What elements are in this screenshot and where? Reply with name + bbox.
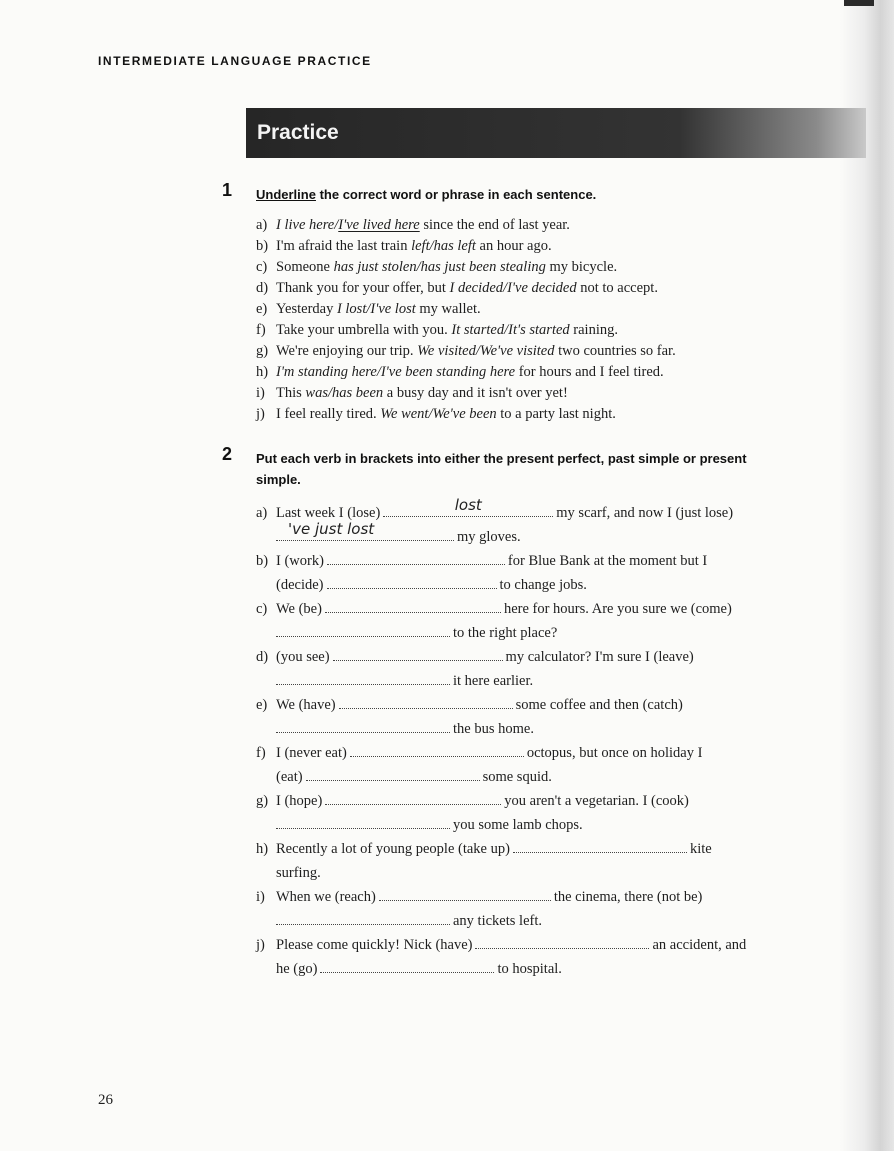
answer-blank[interactable]	[276, 911, 450, 925]
item-text: any tickets left.	[453, 913, 542, 929]
item-text: it here earlier.	[453, 673, 534, 689]
item-label: d)	[256, 280, 269, 296]
exercise-2-item-j-line-1	[276, 935, 746, 956]
section-title: Practice	[257, 121, 339, 144]
exercise-2-item-e-line-1	[276, 695, 683, 716]
page-edge-shadow	[840, 0, 894, 1151]
answer-blank[interactable]	[350, 743, 524, 757]
item-sentence	[276, 299, 481, 320]
item-label: e)	[256, 697, 268, 713]
item-text: to the right place?	[453, 625, 558, 641]
answer-blank[interactable]	[513, 839, 687, 853]
item-text: an accident, and	[652, 937, 747, 953]
item-label: c)	[256, 601, 268, 617]
instruction-line-2: simple.	[256, 472, 301, 487]
exercise-2-item-a-line-2	[276, 520, 521, 548]
choice-options[interactable]: has just stolen/has just been stealing	[333, 259, 546, 275]
item-sentence	[276, 320, 618, 341]
exercise-2-item-i-line-2	[276, 911, 542, 932]
item-text: my scarf, and now I (just lose)	[556, 505, 734, 521]
item-text: for Blue Bank at the moment but I	[507, 553, 708, 569]
item-text: I (hope)	[276, 793, 323, 809]
item-sentence	[276, 362, 664, 383]
answer-blank[interactable]	[475, 935, 649, 949]
answer-blank[interactable]	[325, 599, 501, 613]
exercise-2-item-j-line-2	[276, 959, 562, 980]
choice-options[interactable]: I lost/I've lost	[336, 301, 416, 317]
sentence-text: to a party last night.	[496, 406, 616, 422]
choice-options[interactable]: We visited/We've visited	[417, 343, 555, 359]
choice-options[interactable]: I'm standing here/I've been standing here	[276, 364, 516, 380]
sentence-text: I feel really tired.	[276, 406, 381, 422]
instruction-line-1: Put each verb in brackets into either the present perfect, past simple or present	[256, 451, 747, 466]
sentence-text: not to accept.	[576, 280, 658, 296]
sentence-text: for hours and I feel tired.	[515, 364, 664, 380]
sentence-text: since the end of last year.	[419, 217, 570, 233]
item-label: f)	[256, 745, 266, 761]
item-text: the bus home.	[453, 721, 534, 737]
item-sentence	[276, 236, 552, 257]
item-text: my calculator? I'm sure I (leave)	[505, 649, 694, 665]
running-head: INTERMEDIATE LANGUAGE PRACTICE	[98, 54, 372, 68]
sentence-text: two countries so far.	[554, 343, 676, 359]
item-label: i)	[256, 889, 265, 905]
exercise-2-item-i-line-1	[276, 887, 702, 908]
item-sentence	[276, 257, 617, 278]
sentence-text: Someone	[276, 259, 334, 275]
sentence-text: raining.	[569, 322, 618, 338]
item-label: b)	[256, 553, 269, 569]
sentence-text: my wallet.	[415, 301, 481, 317]
item-text: We (have)	[276, 697, 336, 713]
item-text: the cinema, there (not be)	[553, 889, 703, 905]
item-label: f)	[256, 322, 266, 338]
item-text: you aren't a vegetarian. I (cook)	[504, 793, 689, 809]
item-text: you some lamb chops.	[453, 817, 583, 833]
choice-options[interactable]: was/has been	[305, 385, 384, 401]
item-label: j)	[256, 406, 265, 422]
answer-blank[interactable]	[333, 647, 503, 661]
choice-options[interactable]: I decided/I've decided	[449, 280, 577, 296]
answer-blank[interactable]	[276, 719, 450, 733]
item-label: d)	[256, 649, 269, 665]
sentence-text: Yesterday	[276, 301, 337, 317]
answer-blank[interactable]	[320, 959, 494, 973]
exercise-2-item-d-line-1	[276, 647, 694, 668]
exercise-2-item-b-line-2	[276, 575, 587, 596]
answer-blank[interactable]	[327, 575, 497, 589]
exercise-2-item-f-line-2	[276, 767, 552, 788]
item-sentence	[276, 341, 676, 362]
item-text: to change jobs.	[499, 577, 587, 593]
choice-options[interactable]: It started/It's started	[451, 322, 570, 338]
item-text: he (go)	[276, 961, 318, 977]
item-label: b)	[256, 238, 269, 254]
answer-blank[interactable]	[383, 496, 553, 517]
item-text: (decide)	[276, 577, 324, 593]
exercise-2-number: 2	[222, 444, 233, 464]
handwritten-answer: lost	[454, 496, 482, 514]
answer-blank[interactable]	[276, 623, 450, 637]
choice-options[interactable]: left/has left	[411, 238, 476, 254]
exercise-2-item-c-line-2	[276, 623, 557, 644]
choice-options[interactable]: I live here/	[276, 217, 339, 233]
item-label: c)	[256, 259, 268, 275]
answer-blank[interactable]	[276, 671, 450, 685]
exercise-2-item-f-line-1	[276, 743, 702, 764]
answer-blank[interactable]	[339, 695, 513, 709]
exercise-2-item-c-line-1	[276, 599, 732, 620]
exercise-2-item-h-line-2	[276, 863, 321, 884]
answer-blank[interactable]	[325, 791, 501, 805]
exercise-1-instruction	[256, 184, 806, 205]
item-text: Last week I (lose)	[276, 505, 381, 521]
item-label: h)	[256, 364, 269, 380]
item-text: I (never eat)	[276, 745, 347, 761]
item-sentence	[276, 215, 570, 236]
sentence-text: Thank you for your offer, but	[276, 280, 450, 296]
item-text: kite	[689, 841, 712, 857]
handwritten-answer: 've just lost	[288, 520, 375, 538]
answer-blank[interactable]	[327, 551, 505, 565]
item-text: to hospital.	[497, 961, 562, 977]
underlined-answer[interactable]: I've lived here	[338, 217, 420, 233]
item-label: i)	[256, 385, 265, 401]
answer-blank[interactable]	[379, 887, 551, 901]
item-text: (eat)	[276, 769, 303, 785]
item-label: j)	[256, 937, 265, 953]
item-text: When we (reach)	[276, 889, 376, 905]
choice-options[interactable]: We went/We've been	[380, 406, 497, 422]
item-text: here for hours. Are you sure we (come)	[503, 601, 732, 617]
item-text: some coffee and then (catch)	[515, 697, 683, 713]
page-edge-mark	[844, 0, 874, 6]
item-text: (you see)	[276, 649, 330, 665]
sentence-text: This	[276, 385, 306, 401]
item-label: a)	[256, 505, 268, 521]
sentence-text: a busy day and it isn't over yet!	[383, 385, 568, 401]
sentence-text: I'm afraid the last train	[276, 238, 412, 254]
exercise-2-item-h-line-1	[276, 839, 712, 860]
item-sentence	[276, 383, 568, 404]
item-text: Please come quickly! Nick (have)	[276, 937, 473, 953]
item-label: h)	[256, 841, 269, 857]
item-sentence	[276, 404, 616, 425]
item-text: some squid.	[482, 769, 552, 785]
answer-blank[interactable]	[276, 520, 454, 541]
instruction-text: the correct word or phrase in each sentence.	[315, 187, 597, 202]
exercise-2-instruction	[256, 448, 806, 490]
answer-blank[interactable]	[276, 815, 450, 829]
sentence-text: my bicycle.	[545, 259, 618, 275]
exercise-2-item-e-line-2	[276, 719, 534, 740]
item-text: octopus, but once on holiday I	[526, 745, 703, 761]
item-text: surfing.	[276, 865, 321, 881]
exercise-1-number: 1	[222, 180, 233, 200]
item-label: g)	[256, 793, 269, 809]
item-text: my gloves.	[457, 529, 521, 545]
item-text: Recently a lot of young people (take up)	[276, 841, 510, 857]
exercise-2-item-d-line-2	[276, 671, 533, 692]
exercise-2-item-g-line-2	[276, 815, 583, 836]
item-text: I (work)	[276, 553, 324, 569]
item-text: We (be)	[276, 601, 322, 617]
item-label: a)	[256, 217, 268, 233]
item-label: g)	[256, 343, 269, 359]
exercise-2-item-b-line-1	[276, 551, 707, 572]
sentence-text: We're enjoying our trip.	[276, 343, 418, 359]
item-sentence	[276, 278, 658, 299]
answer-blank[interactable]	[306, 767, 480, 781]
sentence-text: Take your umbrella with you.	[276, 322, 452, 338]
sentence-text: an hour ago.	[475, 238, 552, 254]
item-label: e)	[256, 301, 268, 317]
exercise-2-item-g-line-1	[276, 791, 689, 812]
instruction-underline-word: Underline	[256, 187, 316, 202]
section-banner	[246, 108, 866, 158]
page-number: 26	[98, 1092, 113, 1108]
